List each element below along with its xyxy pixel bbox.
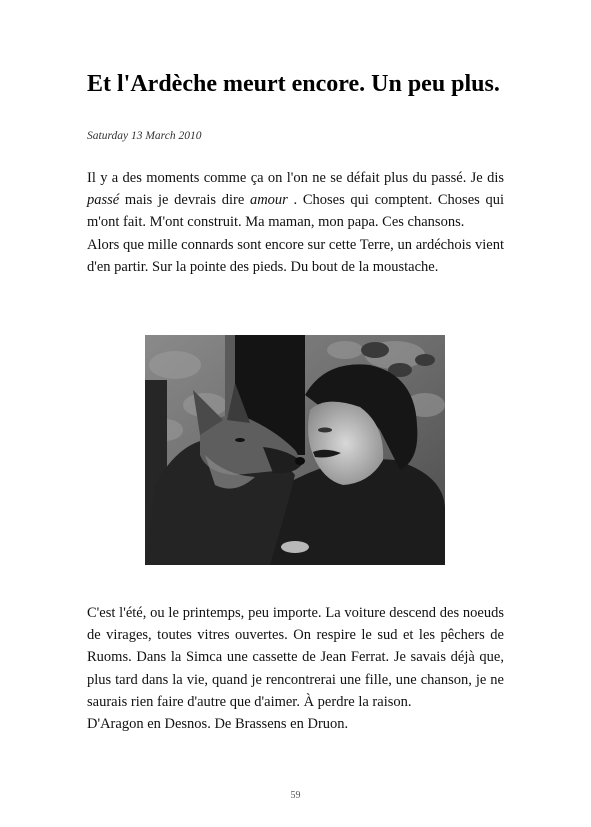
- paragraph-2: Alors que mille connards sont encore sur cette Terre, un ardéchois vient d'en partir. Sur la pointe des pieds. Du bout de la moustache.: [87, 236, 504, 275]
- paragraph-1-text-b: mais je devrais dire: [119, 192, 250, 209]
- paragraph-3: C'est l'été, ou le printemps, peu importe. La voiture descend des noeuds de virages, toutes vitres ouvertes. On respire le sud et les pêchers de Ruoms. Dans la Simca une cassette de Jean Ferrat. Je savais déjà que, plus tard dans la vie, quand je rencontrerai une fille, une chanson, je ne saurais rien faire d'autre que d'aimer. À perdre la raison.: [87, 605, 504, 710]
- photo-man-with-dog: [145, 335, 445, 565]
- article-title: Et l'Ardèche meurt encore. Un peu plus.: [87, 71, 500, 97]
- photo-illustration: [145, 335, 445, 565]
- page-number: 59: [290, 790, 301, 801]
- paragraph-1-text-a: Il y a des moments comme ça on l'on ne se défait plus du passé. Je dis: [87, 170, 504, 186]
- article-body-bottom: [87, 602, 504, 735]
- article-body-top: [87, 167, 504, 278]
- paragraph-4: D'Aragon en Desnos. De Brassens en Druon.: [87, 716, 349, 733]
- paragraph-1-emphasis-passe: passé: [87, 192, 120, 209]
- paragraph-1: [87, 167, 504, 234]
- article-date: Saturday 13 March 2010: [87, 130, 202, 142]
- paragraph-1-text-c: . Choses qui comptent. Choses qui m'ont fait. M'ont construit. Ma maman, mon papa. Ces chansons.: [87, 192, 504, 231]
- paragraph-1-emphasis-amour: amour: [249, 192, 288, 209]
